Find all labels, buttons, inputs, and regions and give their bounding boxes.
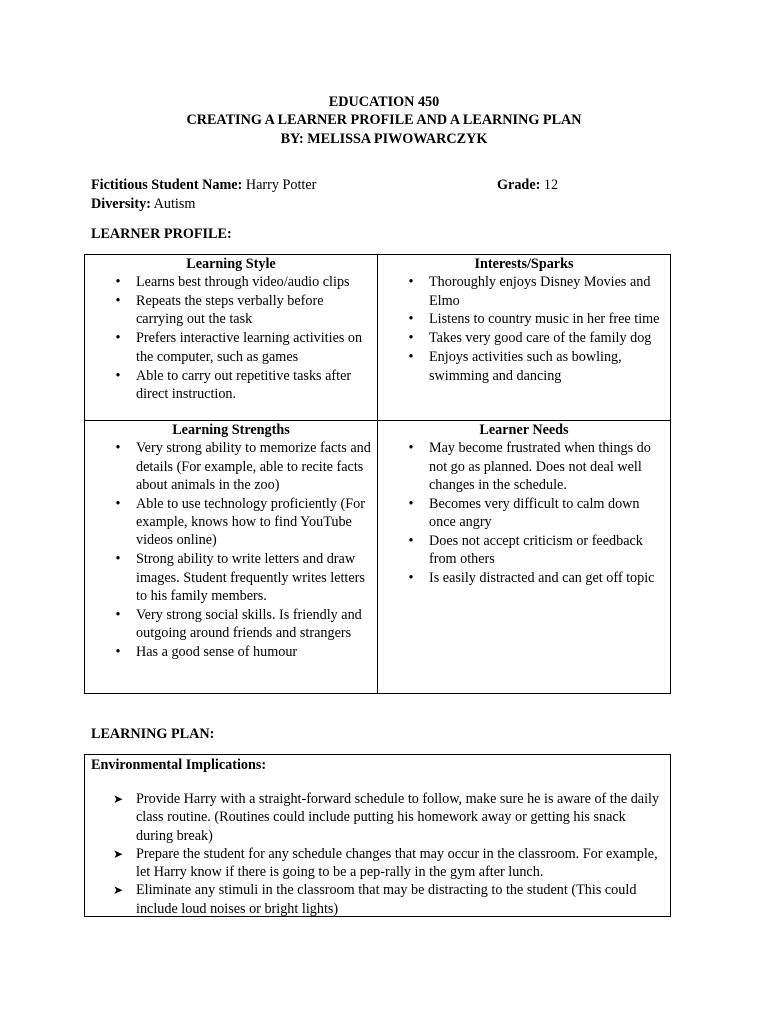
grade-value: 12: [540, 177, 559, 193]
student-name-value: Harry Potter: [242, 177, 317, 193]
bullet-icon: •: [408, 330, 414, 347]
environmental-implications-title: Environmental Implications:: [91, 757, 267, 773]
document-title: [0, 93, 768, 148]
bullet-icon: •: [115, 495, 121, 512]
learning-style-cell: [85, 255, 378, 421]
interests-cell: [378, 255, 671, 421]
interests-title: Interests/Sparks: [474, 256, 574, 272]
list-item: • Strong ability to write letters and draw images. Student frequently writes letters to his family members.: [115, 551, 365, 604]
grade-label: Grade:: [497, 177, 541, 193]
list-item: • Repeats the steps verbally before carrying out the task: [115, 293, 324, 328]
list-item: • Able to carry out repetitive tasks after direct instruction.: [115, 367, 352, 402]
learning-style-list: [91, 273, 371, 403]
bullet-icon: •: [115, 367, 121, 384]
list-item: • Enjoys activities such as bowling, swimming and dancing: [408, 349, 622, 384]
assignment-title: CREATING A LEARNER PROFILE AND A LEARNING PLAN: [186, 112, 582, 129]
learner-profile-heading: LEARNER PROFILE:: [91, 226, 232, 242]
student-name-label: Fictitious Student Name:: [91, 177, 243, 193]
list-item: • Does not accept criticism or feedback from others: [408, 532, 643, 568]
list-item: ➤ Prepare the student for any schedule changes that may occur in the classroom. For example, let Harry know if there is going to be a pep-rally in the gym after lunch.: [113, 845, 658, 881]
list-item: ➤ Provide Harry with a straight-forward schedule to follow, make sure he is aware of the daily class routine. (Routines could include putting his homework away or getting his snack during break): [113, 791, 660, 844]
learner-needs-list: [384, 439, 664, 587]
environmental-implications-list: [85, 790, 670, 918]
list-item: • Thoroughly enjoys Disney Movies and Elmo: [408, 274, 651, 309]
arrow-bullet-icon: ➤: [113, 846, 124, 861]
learner-profile-table: [84, 254, 671, 694]
course-title: EDUCATION 450: [328, 94, 440, 110]
list-item: • Has a good sense of humour: [115, 643, 298, 660]
bullet-icon: •: [408, 440, 414, 457]
student-info: [91, 176, 691, 214]
bullet-icon: •: [115, 330, 121, 347]
bullet-icon: •: [408, 274, 414, 291]
diversity-label: Diversity:: [91, 196, 151, 212]
list-item: • Learns best through video/audio clips: [115, 274, 350, 291]
grade-field: [497, 176, 558, 194]
interests-list: [384, 273, 664, 385]
list-item: • Is easily distracted and can get off topic: [408, 570, 655, 587]
learner-needs-title: Learner Needs: [479, 422, 569, 438]
bullet-icon: •: [408, 532, 414, 549]
learning-plan-heading: LEARNING PLAN:: [91, 726, 215, 742]
list-item: • Very strong ability to memorize facts and details (For example, able to recite facts about animals in the zoo): [115, 440, 371, 493]
bullet-icon: •: [115, 606, 121, 623]
list-item: • Listens to country music in her free time: [408, 311, 660, 328]
environmental-implications-box: [84, 754, 671, 917]
bullet-icon: •: [408, 570, 414, 587]
list-item: ➤ Eliminate any stimuli in the classroom that may be distracting to the student (This could include loud noises or bright lights): [113, 882, 637, 917]
bullet-icon: •: [115, 551, 121, 568]
diversity-value: Autism: [150, 196, 196, 212]
learning-strengths-list: [91, 439, 371, 661]
list-item: • Able to use technology proficiently (For example, knows how to find YouTube videos online): [115, 495, 365, 549]
bullet-icon: •: [115, 274, 121, 291]
bullet-icon: •: [408, 495, 414, 512]
arrow-bullet-icon: ➤: [113, 883, 124, 898]
learning-strengths-cell: [85, 421, 378, 694]
bullet-icon: •: [408, 349, 414, 366]
list-item: • Takes very good care of the family dog: [408, 330, 652, 347]
bullet-icon: •: [115, 293, 121, 310]
learning-strengths-title: Learning Strengths: [172, 422, 290, 438]
list-item: • Very strong social skills. Is friendly and outgoing around friends and strangers: [115, 606, 362, 642]
list-item: • May become frustrated when things do not go as planned. Does not deal well changes in the schedule.: [408, 440, 651, 493]
list-item: • Becomes very difficult to calm down once angry: [408, 495, 640, 531]
learning-style-title: Learning Style: [186, 256, 276, 272]
bullet-icon: •: [408, 311, 414, 328]
bullet-icon: •: [115, 440, 121, 457]
learner-needs-cell: [378, 421, 671, 694]
arrow-bullet-icon: ➤: [113, 792, 124, 806]
bullet-icon: •: [115, 643, 121, 660]
author-line: BY: MELISSA PIWOWARCZYK: [280, 130, 488, 147]
list-item: • Prefers interactive learning activities on the computer, such as games: [115, 330, 363, 365]
